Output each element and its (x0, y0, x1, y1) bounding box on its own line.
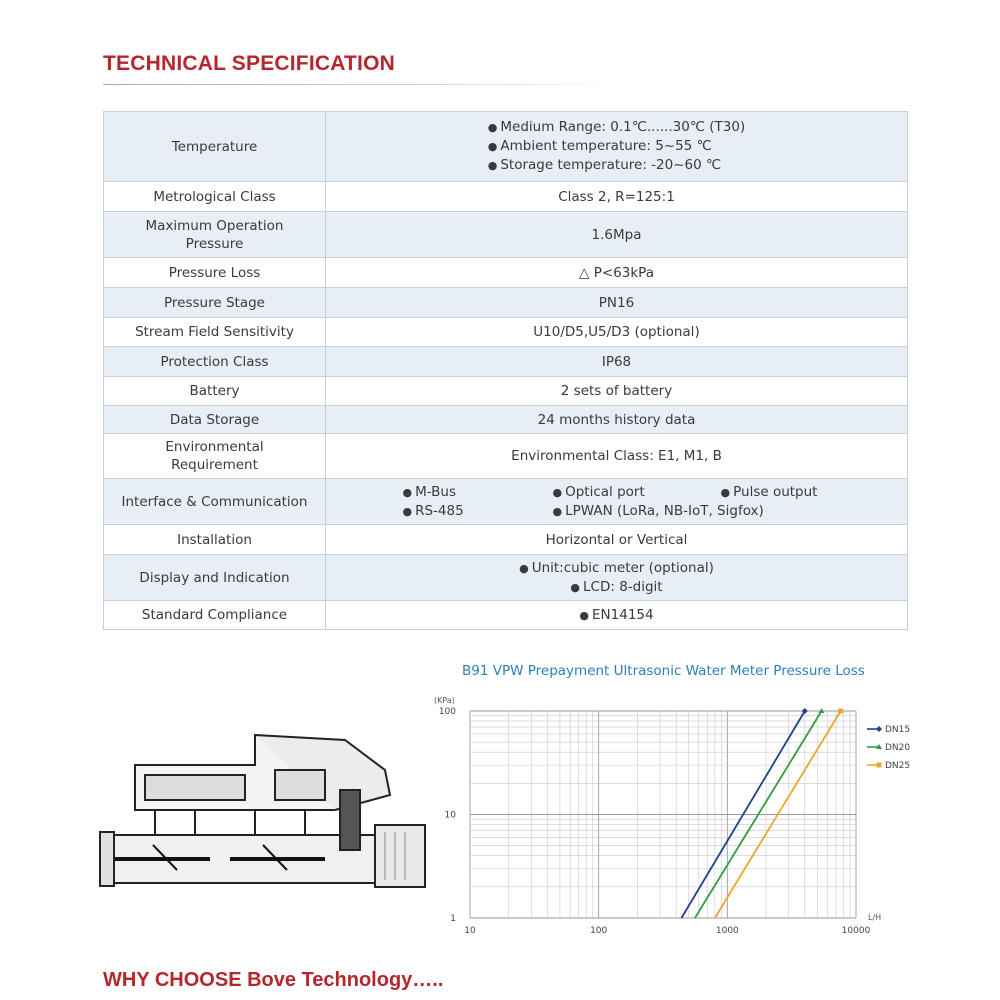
interface-item: Pulse output (733, 483, 818, 500)
table-row (104, 288, 908, 318)
row-value: ● EN14154 (326, 601, 908, 630)
chart-y-label: (KPa) (434, 696, 455, 705)
table-row (104, 347, 908, 377)
row-label: Pressure Stage (104, 288, 326, 318)
table-row (104, 182, 908, 212)
title-divider (103, 84, 615, 85)
interface-item: M-Bus (415, 483, 456, 500)
row-value: 2 sets of battery (326, 377, 908, 406)
chart-ticks (439, 707, 871, 936)
spec-table (103, 111, 908, 630)
series-marker (838, 709, 843, 714)
chart-grid (470, 711, 856, 918)
y-tick-label: 10 (444, 810, 456, 821)
x-tick-label: 1000 (715, 926, 739, 936)
chart-series (681, 708, 843, 918)
row-label: Stream Field Sensitivity (104, 318, 326, 347)
row-label: Battery (104, 377, 326, 406)
row-label: Data Storage (104, 406, 326, 434)
row-value: Environmental Class: E1, M1, B (326, 434, 908, 479)
legend-label: DN15 (885, 725, 911, 735)
legend-label: DN25 (885, 761, 911, 771)
row-value: Class 2, R=125:1 (326, 182, 908, 212)
legend-label: DN20 (885, 743, 911, 753)
table-row (104, 406, 908, 434)
row-label: Maximum Operation Pressure (104, 212, 326, 258)
row-label: Pressure Loss (104, 258, 326, 288)
section-title: TECHNICAL SPECIFICATION (103, 52, 395, 75)
pressure-loss-chart (420, 692, 920, 942)
compliance-item: EN14154 (592, 606, 654, 623)
row-value: ● M-Bus ● Optical port ● Pulse output ● RS-485 ● LPWAN (LoRa, NB-IoT, Sigfox) (326, 479, 908, 525)
table-row (104, 434, 908, 479)
x-tick-label: 100 (590, 926, 608, 936)
temperature-item: Storage temperature: -20~60 ℃ (500, 157, 722, 173)
row-value: ● Unit:cubic meter (optional) ● LCD: 8-digit (326, 555, 908, 601)
table-row (104, 258, 908, 288)
table-row (104, 212, 908, 258)
display-item: LCD: 8-digit (583, 578, 663, 595)
why-choose-heading: WHY CHOOSE Bove Technology….. (103, 969, 444, 991)
chart-title: B91 VPW Prepayment Ultrasonic Water Meter Pressure Loss (462, 663, 865, 679)
interface-item: Optical port (565, 483, 645, 500)
row-value: △ P<63kPa (326, 258, 908, 288)
row-label: Temperature (104, 112, 326, 182)
table-row (104, 555, 908, 601)
row-label: Display and Indication (104, 555, 326, 601)
table-row (104, 112, 908, 182)
row-value: PN16 (326, 288, 908, 318)
temperature-item: Medium Range: 0.1℃......30℃ (T30) (500, 119, 746, 135)
row-label: Environmental Requirement (104, 434, 326, 479)
series-marker (819, 708, 825, 713)
table-row (104, 377, 908, 406)
table-row (104, 318, 908, 347)
y-tick-label: 1 (450, 914, 456, 924)
row-value: U10/D5,U5/D3 (optional) (326, 318, 908, 347)
display-item: Unit:cubic meter (optional) (531, 559, 714, 576)
row-label: Metrological Class (104, 182, 326, 212)
temperature-item: Ambient temperature: 5~55 ℃ (500, 138, 712, 154)
row-value: ● Medium Range: 0.1℃......30℃ (T30) ● Ambient temperature: 5~55 ℃ ● Storage temperature: -20~60 ℃ (326, 112, 908, 182)
row-label: Interface & Communication (104, 479, 326, 525)
legend-marker (877, 763, 882, 768)
x-tick-label: 10000 (841, 926, 871, 936)
x-tick-label: 10 (464, 926, 476, 936)
chart-legend (867, 725, 910, 771)
table-row (104, 601, 908, 630)
interface-item: LPWAN (LoRa, NB-IoT, Sigfox) (565, 502, 764, 519)
row-value: 1.6Mpa (326, 212, 908, 258)
row-label: Standard Compliance (104, 601, 326, 630)
legend-marker (876, 726, 882, 732)
table-row (104, 479, 908, 525)
row-value: IP68 (326, 347, 908, 377)
interface-item: RS-485 (415, 502, 464, 519)
table-row (104, 525, 908, 555)
meter-cross-section-image (95, 720, 440, 895)
y-tick-label: 100 (438, 707, 456, 717)
row-value: Horizontal or Vertical (326, 525, 908, 555)
chart-x-label: L/H (868, 913, 882, 922)
row-label: Installation (104, 525, 326, 555)
row-label: Protection Class (104, 347, 326, 377)
row-value: 24 months history data (326, 406, 908, 434)
